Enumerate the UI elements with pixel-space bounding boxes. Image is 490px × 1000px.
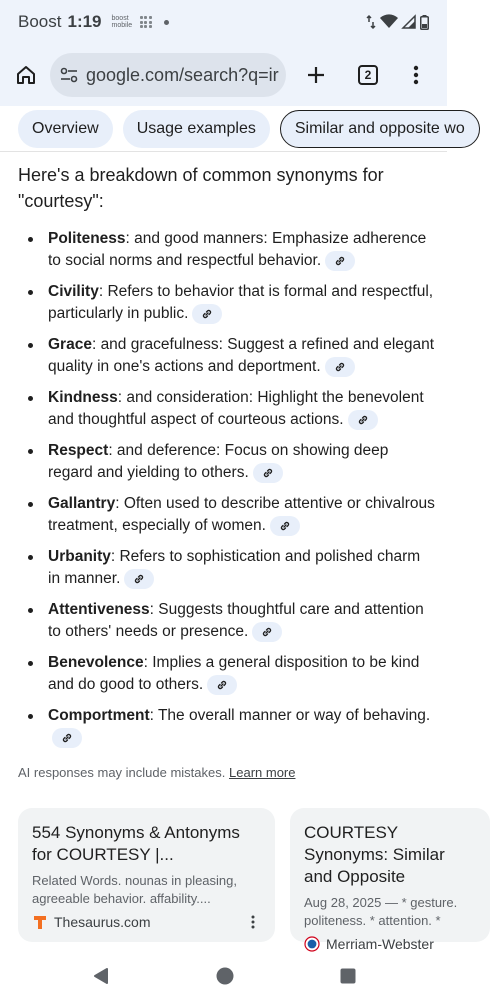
signal-icon	[402, 15, 416, 29]
home-button[interactable]	[8, 57, 44, 93]
link-icon	[61, 732, 73, 744]
source-card-thesaurus[interactable]	[18, 808, 275, 942]
card-source-name: Thesaurus.com	[54, 914, 151, 930]
link-icon	[133, 573, 145, 585]
clock: 1:19	[67, 12, 102, 31]
tab-switcher-button[interactable]	[348, 55, 388, 95]
synonym-description: : and consideration: Highlight the benevolent and thoughtful aspect of courteous actions.	[48, 389, 424, 428]
overflow-menu-button[interactable]	[396, 55, 436, 95]
topic-chips	[0, 106, 465, 152]
synonym-term: Comportment	[48, 707, 150, 724]
system-nav-bar	[0, 952, 447, 1000]
disclaimer-text: AI responses may include mistakes.	[18, 765, 226, 780]
battery-icon	[420, 15, 429, 30]
synonym-description: : Suggests thoughtful care and attention to others' needs or presence.	[48, 601, 424, 640]
link-icon	[216, 679, 228, 691]
url-text[interactable]: google.com/search?q=ir	[86, 64, 279, 85]
source-link-button[interactable]	[325, 357, 355, 377]
learn-more-link[interactable]: Learn more	[229, 765, 296, 780]
source-link-button[interactable]	[192, 304, 222, 324]
card-source	[304, 936, 476, 952]
synonym-description: : Refers to behavior that is formal and respectful, particularly in public.	[48, 283, 434, 322]
ai-disclaimer	[18, 765, 436, 780]
source-cards	[18, 808, 458, 952]
source-link-button[interactable]	[207, 675, 237, 695]
synonym-description: : The overall manner or way of behaving.	[149, 707, 431, 724]
synonym-term: Respect	[48, 442, 109, 459]
home-icon	[15, 64, 37, 86]
home-circle-icon[interactable]	[216, 967, 234, 985]
chip-overview[interactable]: Overview	[18, 110, 113, 148]
synonym-term: Kindness	[48, 389, 118, 406]
data-arrows-icon	[366, 15, 376, 29]
link-icon	[261, 626, 273, 638]
synonym-description: : and deference: Focus on showing deep regard and yielding to others.	[48, 442, 389, 481]
list-item	[18, 599, 436, 643]
recents-square-icon[interactable]	[340, 968, 356, 984]
list-item	[18, 546, 436, 590]
list-item	[18, 652, 436, 696]
plus-icon	[306, 65, 326, 85]
list-item	[18, 281, 436, 325]
source-link-button[interactable]	[52, 728, 82, 748]
chip-similar-and-opposite[interactable]: Similar and opposite wo	[280, 110, 480, 148]
source-link-button[interactable]	[253, 463, 283, 483]
synonym-description: : and gracefulness: Suggest a refined and elegant quality in one's actions and deportment.	[48, 336, 435, 375]
synonym-term: Grace	[48, 336, 92, 353]
synonym-list	[18, 228, 436, 749]
status-bar	[0, 0, 447, 44]
card-title[interactable]: 554 Synonyms & Antonyms for COURTESY |...	[32, 823, 240, 864]
chip-usage-examples[interactable]: Usage examples	[123, 110, 270, 148]
card-snippet: Aug 28, 2025 — * gesture. politeness. * attention. *	[304, 895, 458, 928]
synonym-term: Gallantry	[48, 495, 116, 512]
site-settings-icon[interactable]	[60, 67, 78, 83]
synonym-description: : and good manners: Emphasize adherence to social norms and respectful behavior.	[48, 230, 427, 269]
source-link-button[interactable]	[124, 569, 154, 589]
list-item	[18, 228, 436, 272]
link-icon	[262, 467, 274, 479]
status-icons	[366, 15, 429, 30]
source-link-button[interactable]	[270, 516, 300, 536]
synonym-term: Politeness	[48, 230, 126, 247]
back-triangle-icon[interactable]	[92, 967, 110, 985]
card-snippet: Related Words. nounas in pleasing, agreeable behavior. affability....	[32, 873, 237, 906]
more-vertical-icon	[413, 65, 419, 85]
synonym-description: : Often used to describe attentive or chivalrous treatment, especially of women.	[48, 495, 435, 534]
source-card-merriam-webster[interactable]	[290, 808, 490, 952]
synonym-description: : Refers to sophistication and polished charm in manner.	[48, 548, 421, 587]
more-vertical-icon	[251, 915, 255, 929]
boost-logo: boost mobile	[111, 15, 133, 29]
link-icon	[279, 520, 291, 532]
app-grid-icon	[140, 16, 152, 28]
card-more-button[interactable]	[245, 914, 261, 930]
new-tab-button[interactable]	[296, 55, 336, 95]
answer-intro: Here's a breakdown of common synonyms for "courtesy":	[18, 165, 384, 211]
list-item	[18, 387, 436, 431]
link-icon	[334, 361, 346, 373]
card-source	[32, 914, 261, 930]
list-item	[18, 493, 436, 537]
synonym-description: : Implies a general disposition to be kind and do good to others.	[48, 654, 420, 693]
merriam-webster-logo-icon	[304, 936, 320, 952]
notification-dot-icon	[164, 20, 169, 25]
link-icon	[201, 308, 213, 320]
synonym-term: Civility	[48, 283, 99, 300]
source-link-button[interactable]	[252, 622, 282, 642]
link-icon	[357, 414, 369, 426]
address-bar[interactable]	[50, 53, 286, 97]
card-source-name: Merriam-Webster	[326, 936, 434, 952]
tab-count: 2	[358, 65, 378, 85]
source-link-button[interactable]	[348, 410, 378, 430]
list-item	[18, 440, 436, 484]
thesaurus-logo-icon	[32, 914, 48, 930]
synonym-term: Attentiveness	[48, 601, 150, 618]
synonym-term: Benevolence	[48, 654, 144, 671]
synonym-term: Urbanity	[48, 548, 111, 565]
wifi-icon	[380, 15, 398, 29]
carrier-name: Boost	[18, 12, 62, 31]
card-title[interactable]: COURTESY Synonyms: Similar and Opposite	[304, 823, 445, 886]
link-icon	[334, 255, 346, 267]
list-item	[18, 705, 436, 749]
browser-toolbar	[0, 44, 447, 106]
ai-answer	[18, 162, 436, 780]
list-item	[18, 334, 436, 378]
source-link-button[interactable]	[325, 251, 355, 271]
